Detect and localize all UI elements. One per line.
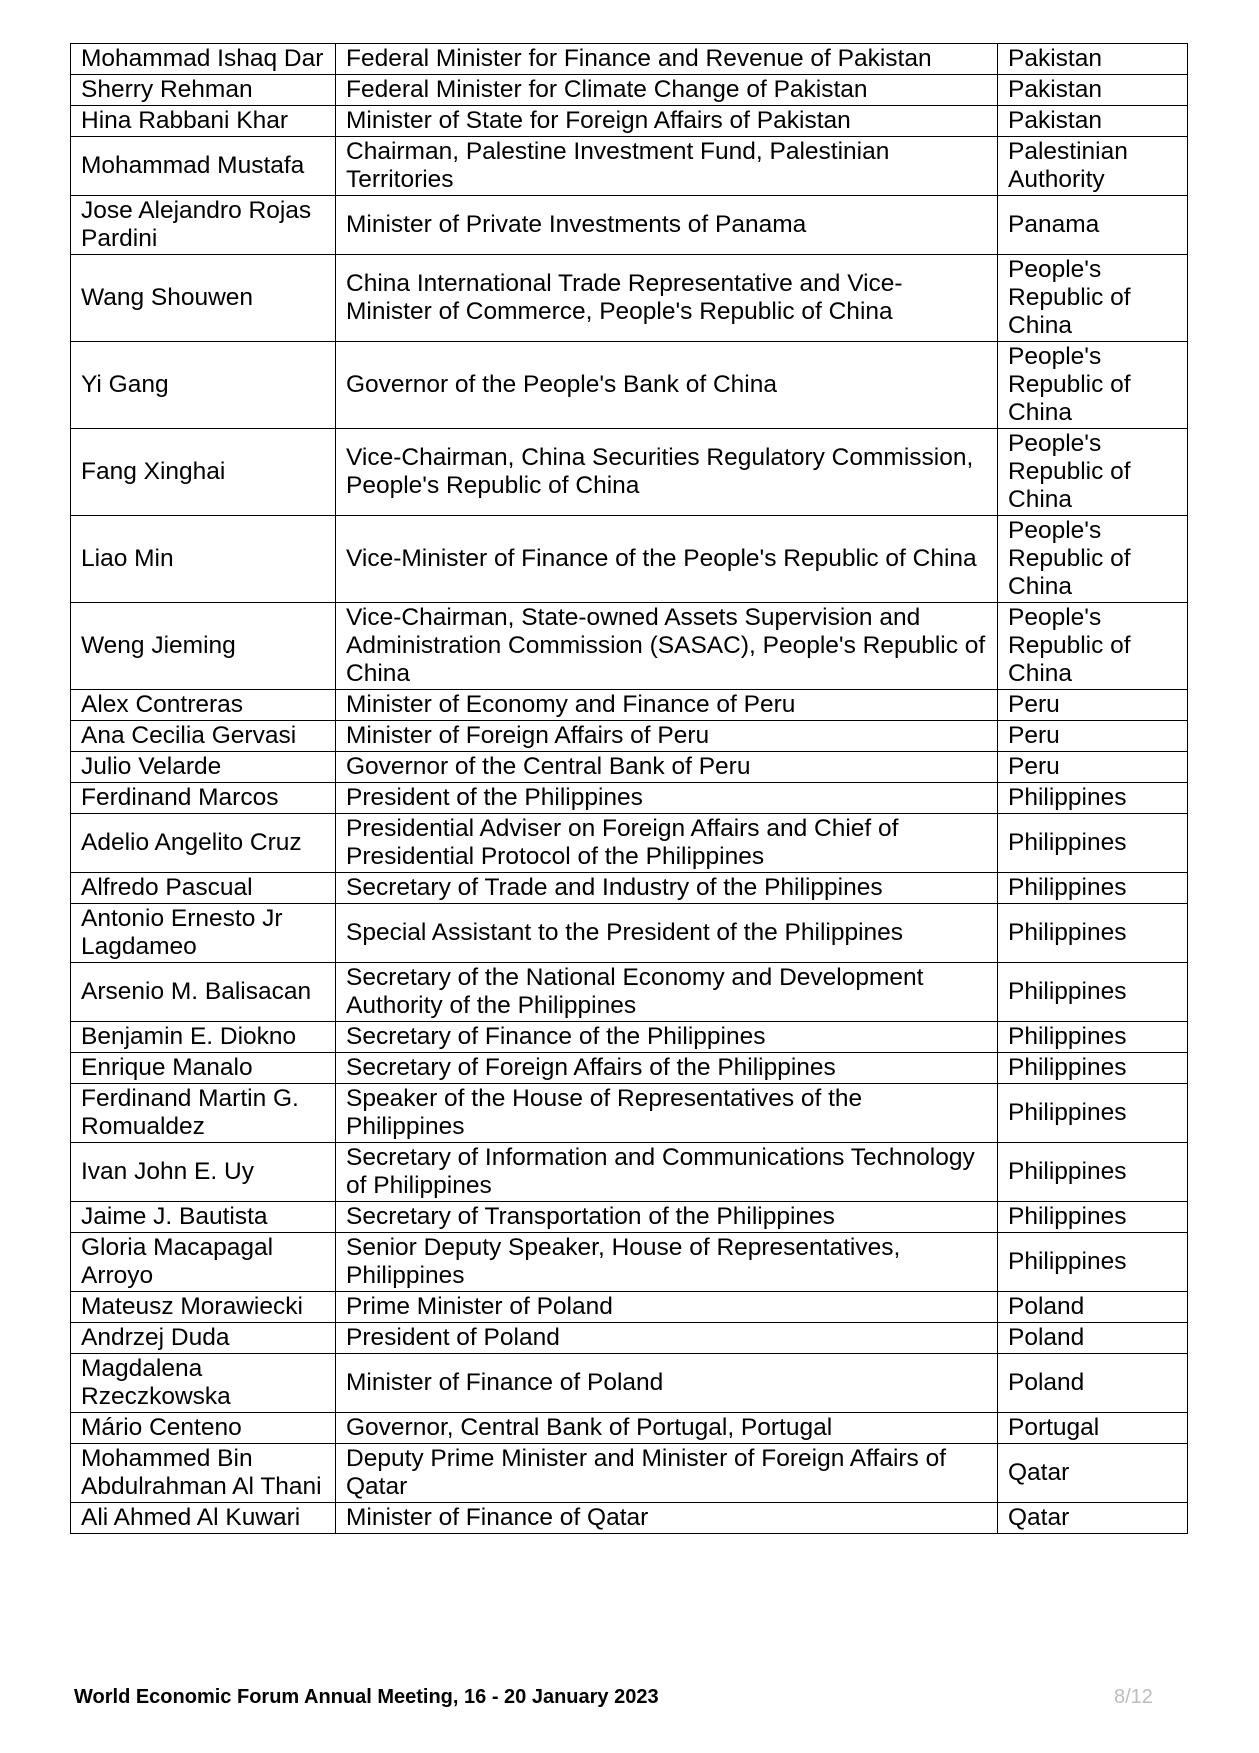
cell-title: President of Poland	[336, 1323, 998, 1354]
cell-name: Sherry Rehman	[71, 75, 336, 106]
cell-country: Qatar	[998, 1503, 1188, 1534]
cell-country: Peru	[998, 752, 1188, 783]
cell-name: Alfredo Pascual	[71, 873, 336, 904]
cell-name: Mohammad Ishaq Dar	[71, 44, 336, 75]
table-row	[71, 873, 1188, 904]
table-row	[71, 1233, 1188, 1292]
cell-name: Yi Gang	[71, 342, 336, 429]
cell-name: Mateusz Morawiecki	[71, 1292, 336, 1323]
cell-title: Minister of Finance of Qatar	[336, 1503, 998, 1534]
cell-name: Ivan John E. Uy	[71, 1143, 336, 1202]
table-row	[71, 1084, 1188, 1143]
cell-name: Weng Jieming	[71, 603, 336, 690]
cell-name: Alex Contreras	[71, 690, 336, 721]
cell-country: Philippines	[998, 814, 1188, 873]
table-row	[71, 342, 1188, 429]
cell-title: Deputy Prime Minister and Minister of Foreign Affairs of Qatar	[336, 1444, 998, 1503]
cell-title: Minister of Private Investments of Panama	[336, 196, 998, 255]
cell-title: Minister of Economy and Finance of Peru	[336, 690, 998, 721]
cell-title: Federal Minister for Finance and Revenue of Pakistan	[336, 44, 998, 75]
cell-title: Presidential Adviser on Foreign Affairs and Chief of Presidential Protocol of the Philippines	[336, 814, 998, 873]
cell-country: Palestinian Authority	[998, 137, 1188, 196]
table-row	[71, 1354, 1188, 1413]
cell-title: Minister of State for Foreign Affairs of Pakistan	[336, 106, 998, 137]
cell-name: Arsenio M. Balisacan	[71, 963, 336, 1022]
table-row	[71, 690, 1188, 721]
cell-country: Peru	[998, 690, 1188, 721]
cell-title: Secretary of Finance of the Philippines	[336, 1022, 998, 1053]
cell-country: Qatar	[998, 1444, 1188, 1503]
cell-country: Poland	[998, 1323, 1188, 1354]
cell-title: Vice-Chairman, China Securities Regulatory Commission, People's Republic of China	[336, 429, 998, 516]
cell-name: Andrzej Duda	[71, 1323, 336, 1354]
table-row	[71, 1323, 1188, 1354]
table-row	[71, 429, 1188, 516]
table-row	[71, 1503, 1188, 1534]
table-row	[71, 783, 1188, 814]
table-row	[71, 75, 1188, 106]
cell-country: People's Republic of China	[998, 342, 1188, 429]
cell-title: President of the Philippines	[336, 783, 998, 814]
cell-country: Philippines	[998, 1084, 1188, 1143]
table-row	[71, 1413, 1188, 1444]
cell-title: Minister of Foreign Affairs of Peru	[336, 721, 998, 752]
table-row	[71, 196, 1188, 255]
table-row	[71, 752, 1188, 783]
cell-name: Benjamin E. Diokno	[71, 1022, 336, 1053]
participants-table-body	[71, 44, 1188, 1534]
cell-title: Secretary of the National Economy and Development Authority of the Philippines	[336, 963, 998, 1022]
cell-name: Ferdinand Martin G. Romualdez	[71, 1084, 336, 1143]
table-row	[71, 1292, 1188, 1323]
cell-title: Governor, Central Bank of Portugal, Portugal	[336, 1413, 998, 1444]
cell-country: Peru	[998, 721, 1188, 752]
cell-name: Mohammad Mustafa	[71, 137, 336, 196]
table-row	[71, 106, 1188, 137]
cell-title: Governor of the People's Bank of China	[336, 342, 998, 429]
cell-title: Minister of Finance of Poland	[336, 1354, 998, 1413]
cell-name: Adelio Angelito Cruz	[71, 814, 336, 873]
cell-title: Governor of the Central Bank of Peru	[336, 752, 998, 783]
table-row	[71, 255, 1188, 342]
table-row	[71, 1444, 1188, 1503]
participants-table	[70, 43, 1188, 1534]
cell-country: Philippines	[998, 1022, 1188, 1053]
cell-title: China International Trade Representative and Vice-Minister of Commerce, People's Republic of China	[336, 255, 998, 342]
table-row	[71, 904, 1188, 963]
cell-country: Philippines	[998, 873, 1188, 904]
cell-name: Wang Shouwen	[71, 255, 336, 342]
table-row	[71, 1143, 1188, 1202]
cell-country: Panama	[998, 196, 1188, 255]
cell-title: Vice-Chairman, State-owned Assets Supervision and Administration Commission (SASAC), People's Republic of China	[336, 603, 998, 690]
cell-title: Prime Minister of Poland	[336, 1292, 998, 1323]
cell-name: Gloria Macapagal Arroyo	[71, 1233, 336, 1292]
cell-title: Speaker of the House of Representatives of the Philippines	[336, 1084, 998, 1143]
cell-name: Mohammed Bin Abdulrahman Al Thani	[71, 1444, 336, 1503]
cell-name: Jaime J. Bautista	[71, 1202, 336, 1233]
cell-country: Philippines	[998, 963, 1188, 1022]
cell-name: Fang Xinghai	[71, 429, 336, 516]
cell-country: Pakistan	[998, 44, 1188, 75]
cell-title: Secretary of Information and Communications Technology of Philippines	[336, 1143, 998, 1202]
cell-country: People's Republic of China	[998, 429, 1188, 516]
cell-name: Ali Ahmed Al Kuwari	[71, 1503, 336, 1534]
cell-title: Secretary of Transportation of the Philippines	[336, 1202, 998, 1233]
page-number: 8/12	[1114, 1686, 1153, 1708]
cell-country: Poland	[998, 1354, 1188, 1413]
cell-country: Philippines	[998, 1202, 1188, 1233]
cell-title: Federal Minister for Climate Change of Pakistan	[336, 75, 998, 106]
cell-country: Philippines	[998, 1143, 1188, 1202]
table-row	[71, 516, 1188, 603]
cell-country: People's Republic of China	[998, 603, 1188, 690]
cell-country: Philippines	[998, 783, 1188, 814]
cell-title: Chairman, Palestine Investment Fund, Palestinian Territories	[336, 137, 998, 196]
cell-name: Enrique Manalo	[71, 1053, 336, 1084]
cell-country: Portugal	[998, 1413, 1188, 1444]
table-row	[71, 721, 1188, 752]
table-row	[71, 1202, 1188, 1233]
cell-name: Ferdinand Marcos	[71, 783, 336, 814]
table-row	[71, 814, 1188, 873]
cell-title: Special Assistant to the President of the Philippines	[336, 904, 998, 963]
cell-title: Secretary of Trade and Industry of the Philippines	[336, 873, 998, 904]
cell-country: Philippines	[998, 1053, 1188, 1084]
cell-title: Vice-Minister of Finance of the People's Republic of China	[336, 516, 998, 603]
cell-name: Jose Alejandro Rojas Pardini	[71, 196, 336, 255]
table-row	[71, 1053, 1188, 1084]
table-row	[71, 44, 1188, 75]
cell-title: Secretary of Foreign Affairs of the Philippines	[336, 1053, 998, 1084]
cell-country: Pakistan	[998, 75, 1188, 106]
cell-name: Julio Velarde	[71, 752, 336, 783]
table-row	[71, 963, 1188, 1022]
cell-country: Pakistan	[998, 106, 1188, 137]
cell-country: Philippines	[998, 904, 1188, 963]
cell-name: Magdalena Rzeczkowska	[71, 1354, 336, 1413]
cell-name: Hina Rabbani Khar	[71, 106, 336, 137]
cell-title: Senior Deputy Speaker, House of Representatives, Philippines	[336, 1233, 998, 1292]
cell-country: People's Republic of China	[998, 255, 1188, 342]
cell-name: Liao Min	[71, 516, 336, 603]
cell-name: Antonio Ernesto Jr Lagdameo	[71, 904, 336, 963]
cell-country: Poland	[998, 1292, 1188, 1323]
footer-title: World Economic Forum Annual Meeting, 16 - 20 January 2023	[74, 1686, 659, 1708]
cell-name: Mário Centeno	[71, 1413, 336, 1444]
table-row	[71, 137, 1188, 196]
table-row	[71, 603, 1188, 690]
table-row	[71, 1022, 1188, 1053]
cell-country: Philippines	[998, 1233, 1188, 1292]
cell-country: People's Republic of China	[998, 516, 1188, 603]
cell-name: Ana Cecilia Gervasi	[71, 721, 336, 752]
